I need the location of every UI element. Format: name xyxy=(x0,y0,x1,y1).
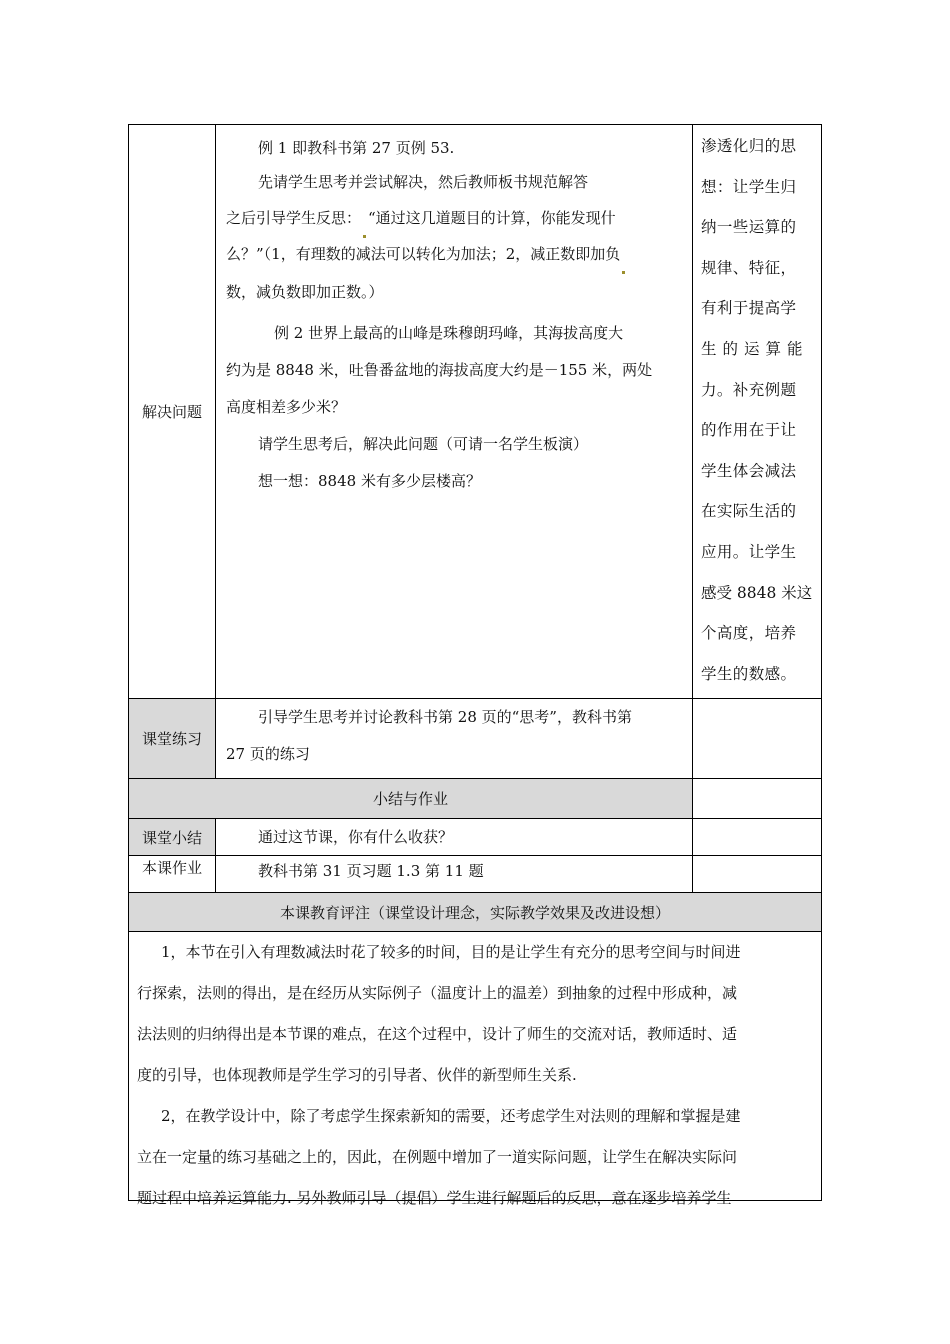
example-2: 例 2 世界上最高的山峰是珠穆朗玛峰，其海拔高度大 xyxy=(274,324,624,342)
practice-content xyxy=(216,699,692,778)
row-evaluation-header xyxy=(128,892,822,932)
row-evaluation-body xyxy=(128,931,822,1207)
homework-text: 教科书第 31 页习题 1.3 第 11 题 xyxy=(258,862,484,880)
example-2-line2: 约为是 8848 米，吐鲁番盆地的海拔高度大约是－155 米，两处 xyxy=(226,361,653,379)
row-label-solve xyxy=(129,125,215,698)
evaluation-line: 2，在教学设计中，除了考虑学生探索新知的需要，还考虑学生对法则的理解和掌握是建 xyxy=(161,1107,741,1125)
evaluation-content xyxy=(129,932,821,1207)
summary-text: 通过这节课，你有什么收获？ xyxy=(258,828,454,846)
summary-content xyxy=(216,819,692,855)
instruction-text: 先请学生思考并尝试解决，然后教师板书规范解答 xyxy=(258,173,589,191)
solve-content xyxy=(216,125,692,698)
row-class-summary xyxy=(128,818,822,856)
reflect-answer-1: 么？”（1，有理数的减法可以转化为加法；2，减正数即加负 xyxy=(226,235,684,274)
think-question: 想一想：8848 米有多少层楼高？ xyxy=(258,472,481,490)
row-label-homework xyxy=(129,856,215,892)
note-line: 学生的数感。 xyxy=(701,664,797,683)
evaluation-line: 行探索，法则的得出，是在经历从实际例子（温度计上的温差）到抽象的过程中形成种，减 xyxy=(137,984,738,1002)
note-line: 有利于提高学 xyxy=(701,299,797,318)
homework-label: 本课作业 xyxy=(141,859,202,877)
practice-line-2: 27 页的练习 xyxy=(226,745,310,763)
board-demo-text: 请学生思考后，解决此问题（可请一名学生板演） xyxy=(258,435,589,453)
reflect-answer-2: 数，减负数即加正数。） xyxy=(226,283,384,301)
example-1: 例 1 即教科书第 27 页例 53. xyxy=(258,139,455,157)
row-label-practice xyxy=(129,699,215,778)
evaluation-line: 题过程中培养运算能力. 另外教师引导（提倡）学生进行解题后的反思，意在逐步培养学生 xyxy=(137,1189,732,1207)
note-line: 规律、特征， xyxy=(701,258,797,277)
evaluation-header: 本课教育评注（课堂设计理念，实际教学效果及改进设想） xyxy=(279,903,670,922)
note-line: 学生体会减法 xyxy=(701,461,797,480)
note-line: 的作用在于让 xyxy=(701,421,797,440)
practice-line-1: 引导学生思考并讨论教科书第 28 页的“思考”，教科书第 xyxy=(258,708,632,726)
evaluation-line: 1，本节在引入有理数减法时花了较多的时间，目的是让学生有充分的思考空间与时间进 xyxy=(161,943,741,961)
note-line: 生的运算能 xyxy=(701,339,809,358)
summary-header-cell xyxy=(129,779,692,818)
evaluation-line: 法法则的归纳得出是本节课的难点，在这个过程中，设计了师生的交流对话，教师适时、适 xyxy=(137,1025,738,1043)
example-2-line3: 高度相差多少米？ xyxy=(226,398,347,416)
homework-content xyxy=(216,856,692,892)
solve-label: 解决问题 xyxy=(141,403,202,421)
summary-label: 课堂小结 xyxy=(141,828,202,847)
reflect-line: 之后引导学生反思： “通过这几道题目的计算，你能发现什 xyxy=(226,199,684,238)
note-line: 在实际生活的 xyxy=(701,502,797,521)
row-homework xyxy=(128,855,822,893)
note-line: 纳一些运算的 xyxy=(701,218,797,237)
row-solve-problems xyxy=(128,124,822,699)
note-line: 个高度，培养 xyxy=(701,624,797,643)
evaluation-line: 度的引导，也体现教师是学生学习的引导者、伙伴的新型师生关系. xyxy=(137,1066,577,1084)
note-line: 渗透化归的思 xyxy=(701,137,797,155)
note-line: 想：让学生归 xyxy=(701,177,797,196)
evaluation-line: 立在一定量的练习基础之上的，因此，在例题中增加了一道实际问题，让学生在解决实际问 xyxy=(137,1148,738,1166)
row-label-summary xyxy=(129,819,215,855)
row-class-practice xyxy=(128,698,822,779)
summary-header: 小结与作业 xyxy=(372,790,448,808)
evaluation-header-cell xyxy=(129,893,821,931)
note-line: 应用。让学生 xyxy=(701,542,797,561)
design-note xyxy=(693,125,821,698)
row-summary-header xyxy=(128,778,822,819)
practice-label: 课堂练习 xyxy=(141,730,202,748)
note-line: 感受 8848 米这 xyxy=(701,583,813,602)
note-line: 力。补充例题 xyxy=(701,380,797,399)
